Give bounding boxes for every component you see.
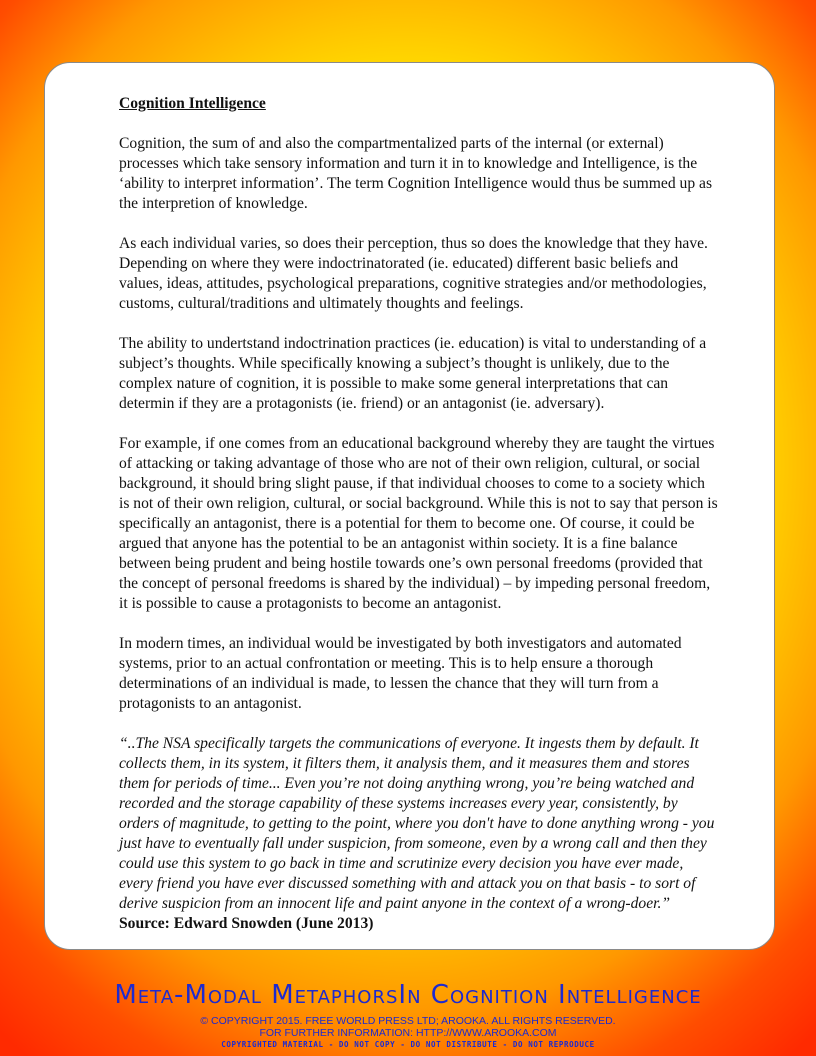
footer-warning: COPYRIGHTED MATERIAL - DO NOT COPY - DO NOT DISTRIBUTE - DO NOT REPRODUCE: [221, 1040, 595, 1049]
footer-title: Meta-Modal MetaphorsIn Cognition Intelligence: [114, 980, 702, 1010]
snowden-quote: “..The NSA specifically targets the communications of everyone. It ingests them by default. It collects them, in its system, it filters them, it analysis them, and it measures them and stores them for periods of time... Even you’re not doing anything wrong, you’re being watched and recorded and the storage capability of these systems increases every year, consistently, by orders of magnitude, to getting to the point, where you don't have to done anything wrong - you just have to eventually fall under suspicion, from someone, even by a wrong call and then they could use this system to go back in time and scrutinize every decision you have ever made, every friend you have ever discussed something with and attack you on that basis - to sort of derive suspicion from an innocent life and paint anyone in the context of a wrong-doer.”: [119, 735, 715, 912]
footer-copyright: © COPYRIGHT 2015. FREE WORLD PRESS LTD; AROOKA. ALL RIGHTS RESERVED.: [200, 1015, 616, 1027]
footer-info-link: FOR FURTHER INFORMATION: HTTP://WWW.AROOKA.COM: [259, 1027, 557, 1039]
paragraph-perception: As each individual varies, so does their perception, thus so does the knowledge that they have. Depending on where they were indoctrinatorated (ie. educated) different basic beliefs and values, ideas, attitudes, psychological preparations, cognitive strategies and/or methodologies, customs, cultural/traditions and ultimately thoughts and feelings.: [119, 235, 708, 312]
paragraph-example: For example, if one comes from an educational background whereby they are taught the virtues of attacking or taking advantage of those who are not of their own religion, cultural, or social background, it should bring slight pause, if that individual chooses to come to a society which is not of their own religion, cultural, or social background. While this is not to say that person is specifically an antagonist, there is a potential for them to become one. Of course, it could be argued that anyone has the potential to be an antagonist within society. It is a fine balance between being prudent and being hostile towards one’s own personal freedoms (provided that the concept of personal freedoms is shared by the individual) – by impeding personal freedom, it is possible to cause a protagonists to become an antagonist.: [119, 435, 718, 612]
quote-source: Source: Edward Snowden (June 2013): [119, 915, 374, 932]
paragraph-indoctrination: The ability to undertstand indoctrination practices (ie. education) is vital to understanding of a subject’s thoughts. While specifically knowing a subject’s thought is unlikely, due to the complex nature of cognition, it is possible to make some general interpretations that can determin if they are a protagonists (ie. friend) or an antagonist (ie. adversary).: [119, 335, 707, 412]
paragraph-modern-times: In modern times, an individual would be investigated by both investigators and automated systems, prior to an actual confrontation or meeting. This is to help ensure a thorough determinations of an individual is made, to lessen the chance that they will turn from a protagonists to an antagonist.: [119, 635, 682, 712]
section-heading: Cognition Intelligence: [119, 95, 266, 112]
paragraph-definition: Cognition, the sum of and also the compartmentalized parts of the internal (or external) processes which take sensory information and turn it in to knowledge and Intelligence, is the ‘ability to interpret information’. The term Cognition Intelligence would thus be summed up as the interpretion of knowledge.: [119, 135, 713, 212]
document-body: [119, 94, 719, 934]
